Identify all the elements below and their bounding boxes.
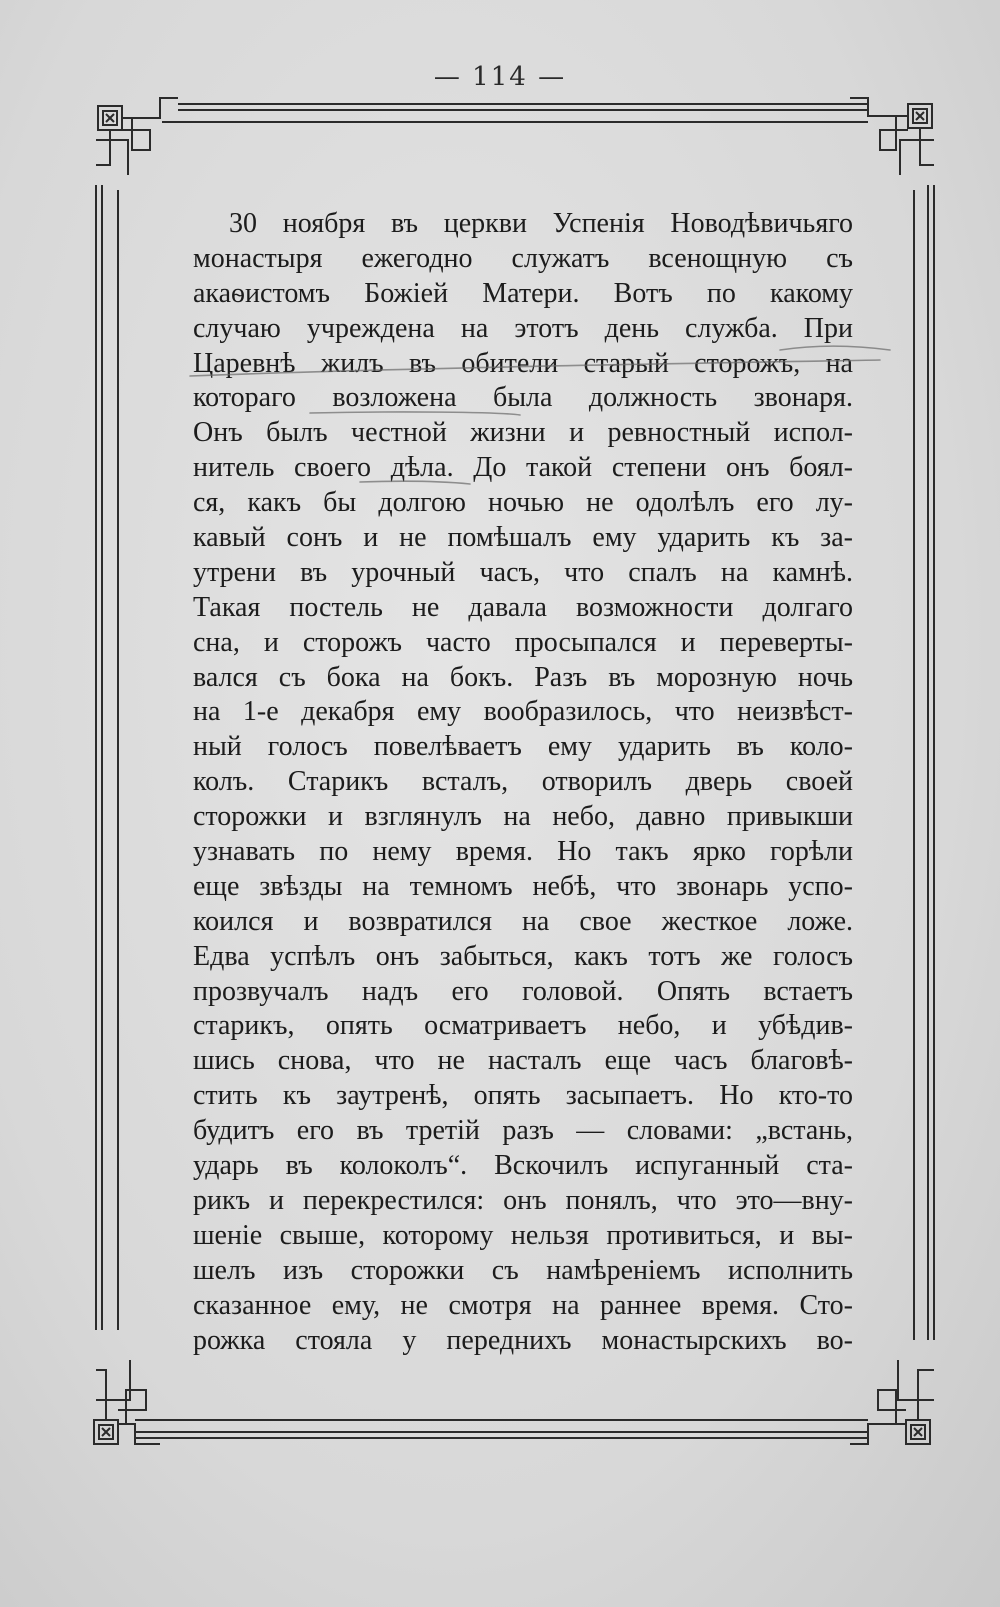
- text-line: шись снова, что не насталъ еще часъ благовѣ-: [193, 1045, 853, 1077]
- text-line: кавый сонъ и не помѣшалъ ему ударить къ за-: [193, 522, 853, 554]
- text-line: акаѳистомъ Божіей Матери. Вотъ по какому: [193, 277, 853, 309]
- text-line: ударь въ колоколъ“. Вскочилъ испуганный ста-: [193, 1150, 853, 1182]
- text-line: Такая постель не давала возможности долгаго: [193, 591, 853, 623]
- text-line: еще звѣзды на темномъ небѣ, что звонарь успо-: [193, 870, 853, 902]
- text-line: вался съ бока на бокъ. Разъ въ морозную ночь: [193, 661, 853, 693]
- text-line: Едва успѣлъ онъ забыться, какъ тотъ же голосъ: [193, 940, 853, 972]
- text-line: монастыря ежегодно служатъ всенощную съ: [193, 242, 853, 274]
- text-line: рожка стояла у переднихъ монастырскихъ во-: [193, 1324, 853, 1356]
- text-line: стить къ заутренѣ, опять засыпаетъ. Но кто-то: [193, 1080, 853, 1112]
- text-line: на 1-е декабря ему вообразилось, что неизвѣст-: [193, 696, 853, 728]
- body-text: [193, 207, 853, 1358]
- text-line: Царевнѣ жилъ въ обители старый сторожъ, на: [193, 347, 853, 379]
- page-number: — 114 —: [433, 62, 567, 92]
- text-line: коился и возвратился на свое жесткое ложе.: [193, 905, 853, 937]
- text-line: будитъ его въ третій разъ — словами: „встань,: [193, 1115, 853, 1147]
- text-line: котораго возложена была должность звонаря.: [193, 382, 853, 414]
- text-line: Онъ былъ честной жизни и ревностный испол-: [193, 417, 853, 449]
- text-line: шелъ изъ сторожки съ намѣреніемъ исполнить: [193, 1254, 853, 1286]
- text-line: шеніе свыше, которому нельзя противиться, и вы-: [193, 1219, 853, 1251]
- text-line: сказанное ему, не смотря на раннее время. Сто-: [193, 1289, 853, 1321]
- text-line: сна, и сторожъ часто просыпался и переверты-: [193, 626, 853, 658]
- text-line: прозвучалъ надъ его головой. Опять встаетъ: [193, 975, 853, 1007]
- text-line: старикъ, опять осматриваетъ небо, и убѣдив-: [193, 1010, 853, 1042]
- corner-ornament-top-left: [96, 98, 178, 175]
- text-line: нитель своего дѣла. До такой степени онъ боял-: [193, 452, 853, 484]
- text-line: ный голосъ повелѣваетъ ему ударить въ коло-: [193, 731, 853, 763]
- text-line: ся, какъ бы долгою ночью не одолѣлъ его лу-: [193, 487, 853, 519]
- text-line: узнавать по нему время. Но такъ ярко горѣли: [193, 836, 853, 868]
- text-line: 30 ноября въ церкви Успенія Новодѣвичьяго: [229, 208, 853, 239]
- text-line: утрени въ урочный часъ, что спалъ на камнѣ.: [193, 556, 853, 588]
- text-line: сторожки и взглянулъ на небо, давно привыкши: [193, 801, 853, 833]
- text-line: случаю учреждена на этотъ день служба. При: [193, 312, 853, 344]
- text-line: колъ. Старикъ всталъ, отворилъ дверь своей: [193, 766, 853, 798]
- text-line: рикъ и перекрестился: онъ понялъ, что это—вну-: [193, 1184, 853, 1216]
